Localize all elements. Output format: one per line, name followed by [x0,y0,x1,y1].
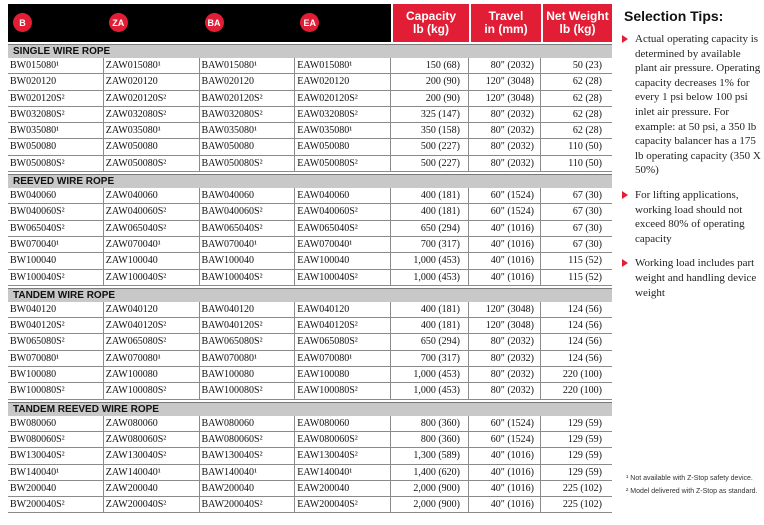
cell-model-ea: EAW020120 [295,74,391,89]
cell-net-weight: 129 (59) [567,450,602,462]
col-header-za [104,4,200,42]
cell-model-za: ZAW200040S² [104,497,200,512]
cell-model-b: BW070080¹ [8,351,104,366]
cell-model-ba: BAW040120S² [200,318,296,333]
footnotes [626,475,762,500]
cell-model-b: BW100040 [8,253,104,268]
cell-net-weight: 129 (59) [567,466,602,478]
cell-model-b: BW065040S² [8,221,104,236]
cell-model-za: ZAW065080S² [104,334,200,349]
cell-model-ea: EAW040060 [295,188,391,203]
cell-travel: 120" (3048) [469,91,541,106]
cell-model-za: ZAW065040S² [104,221,200,236]
cell-model-ba: BAW065080S² [200,334,296,349]
cell-model-ba: BAW200040 [200,481,296,496]
tip-text: Actual operating capacity is determined by available plant air pressure. Operating capacity decreases 1% for every 1 psi below 100 psi inlet air pressure. For example: at 50 psi, a 350 lb capacity balancer has a 175 lb operating capacity (350 X 50%) [635,33,761,177]
model-header-group [8,4,391,42]
triangle-bullet-icon [622,259,632,267]
cell-capacity: 200 (90) [391,91,469,106]
col-header-capacity [391,4,469,42]
table-header [8,4,612,42]
cell-model-ba: BAW200040S² [200,497,296,512]
table-row [8,74,612,90]
table-row [8,107,612,123]
cell-net-weight: 62 (28) [572,76,602,88]
cell-model-ea: EAW035080¹ [295,123,391,138]
cell-travel: 60" (1524) [469,204,541,219]
spec-table [8,4,612,513]
cell-model-b: BW050080 [8,139,104,154]
cell-model-ea: EAW080060 [295,416,391,431]
cell-net-weight: 110 (50) [568,141,602,153]
cell-model-za: ZAW032080S² [104,107,200,122]
cell-travel: 120" (3048) [469,318,541,333]
cell-model-ea: EAW020120S² [295,91,391,106]
cell-model-ea: EAW015080¹ [295,58,391,73]
cell-model-ba: BAW040060S² [200,204,296,219]
table-row [8,351,612,367]
cell-net-weight: 67 (30) [572,190,602,202]
cell-net-weight: 67 (30) [572,206,602,218]
cell-model-ba: BAW065040S² [200,221,296,236]
cell-net-weight: 129 (59) [567,417,602,429]
cell-capacity: 800 (360) [391,416,469,431]
cell-net-weight: 220 (100) [562,369,602,381]
cell-travel: 60" (1524) [469,416,541,431]
col-header-ea [295,4,391,42]
cell-model-za: ZAW100040S² [104,270,200,285]
table-row [8,416,612,432]
cell-model-za: ZAW040120 [104,302,200,317]
table-row [8,302,612,318]
cell-model-b: BW065080S² [8,334,104,349]
table-row [8,367,612,383]
section-header: TANDEM WIRE ROPE [8,288,612,302]
cell-model-za: ZAW080060S² [104,432,200,447]
tip-item [622,256,762,300]
cell-travel: 80" (2032) [469,107,541,122]
cell-travel: 80" (2032) [469,383,541,398]
cell-model-za: ZAW080060 [104,416,200,431]
cell-model-ba: BAW140040¹ [200,465,296,480]
col-badge-ea: EA [300,13,319,32]
col-header-b [8,4,104,42]
table-row [8,334,612,350]
cell-model-za: ZAW020120 [104,74,200,89]
cell-model-ba: BAW032080S² [200,107,296,122]
col-badge-b: B [13,13,32,32]
net-weight-header-line2: lb (kg) [559,22,596,36]
cell-capacity: 350 (158) [391,123,469,138]
table-row [8,497,612,513]
cell-model-za: ZAW100040 [104,253,200,268]
cell-model-ea: EAW040120 [295,302,391,317]
col-header-ba [200,4,296,42]
cell-model-b: BW200040S² [8,497,104,512]
col-header-net-weight [541,4,612,42]
cell-model-b: BW040060 [8,188,104,203]
cell-model-b: BW100080S² [8,383,104,398]
cell-model-b: BW040120S² [8,318,104,333]
cell-model-ea: EAW040060S² [295,204,391,219]
cell-model-ea: EAW065040S² [295,221,391,236]
cell-net-weight: 62 (28) [572,92,602,104]
cell-capacity: 1,000 (453) [391,383,469,398]
cell-travel: 80" (2032) [469,139,541,154]
cell-capacity: 400 (181) [391,302,469,317]
cell-capacity: 650 (294) [391,221,469,236]
cell-model-b: BW015080¹ [8,58,104,73]
cell-model-ba: BAW080060 [200,416,296,431]
cell-net-weight: 50 (23) [572,60,602,71]
capacity-header-line2: lb (kg) [413,22,449,36]
selection-tips [622,8,762,310]
cell-capacity: 500 (227) [391,156,469,171]
cell-model-ba: BAW100040 [200,253,296,268]
cell-capacity: 400 (181) [391,318,469,333]
cell-model-b: BW070040¹ [8,237,104,252]
table-row [8,156,612,172]
cell-travel: 40" (1016) [469,448,541,463]
cell-model-b: BW020120S² [8,91,104,106]
cell-model-ba: BAW100080 [200,367,296,382]
cell-travel: 120" (3048) [469,302,541,317]
cell-model-ea: EAW032080S² [295,107,391,122]
cell-net-weight: 115 (52) [568,255,602,267]
cell-net-weight: 67 (30) [572,222,602,234]
cell-model-za: ZAW050080S² [104,156,200,171]
cell-model-za: ZAW140040¹ [104,465,200,480]
cell-model-za: ZAW200040 [104,481,200,496]
cell-net-weight: 225 (102) [562,499,602,511]
cell-net-weight: 124 (56) [567,352,602,364]
tip-item [622,188,762,246]
cell-capacity: 1,000 (453) [391,253,469,268]
table-row [8,448,612,464]
cell-model-ba: BAW070080¹ [200,351,296,366]
cell-model-ea: EAW140040¹ [295,465,391,480]
triangle-bullet-icon [622,35,632,43]
cell-model-ba: BAW020120 [200,74,296,89]
cell-model-ea: EAW040120S² [295,318,391,333]
cell-model-za: ZAW035080¹ [104,123,200,138]
cell-model-ba: BAW050080S² [200,156,296,171]
cell-travel: 40" (1016) [469,497,541,512]
cell-model-za: ZAW015080¹ [104,58,200,73]
cell-travel: 40" (1016) [469,270,541,285]
cell-travel: 80" (2032) [469,156,541,171]
cell-model-za: ZAW040060 [104,188,200,203]
cell-model-ea: EAW080060S² [295,432,391,447]
table-row [8,237,612,253]
cell-travel: 80" (2032) [469,351,541,366]
cell-net-weight: 124 (56) [567,303,602,315]
cell-net-weight: 62 (28) [572,108,602,120]
cell-net-weight: 115 (52) [568,271,602,283]
table-row [8,139,612,155]
cell-capacity: 1,000 (453) [391,367,469,382]
cell-model-za: ZAW130040S² [104,448,200,463]
travel-header-line2: in (mm) [484,22,528,36]
table-row [8,188,612,204]
cell-net-weight: 225 (102) [562,482,602,494]
cell-travel: 80" (2032) [469,58,541,73]
tips-title: Selection Tips: [624,8,724,24]
cell-model-za: ZAW040060S² [104,204,200,219]
cell-model-ea: EAW100040 [295,253,391,268]
cell-net-weight: 124 (56) [567,336,602,348]
cell-model-ba: BAW050080 [200,139,296,154]
cell-model-b: BW040120 [8,302,104,317]
cell-model-ea: EAW130040S² [295,448,391,463]
cell-model-b: BW100040S² [8,270,104,285]
cell-model-ba: BAW080060S² [200,432,296,447]
table-row [8,383,612,399]
cell-model-ea: EAW200040S² [295,497,391,512]
cell-capacity: 1,400 (620) [391,465,469,480]
cell-travel: 60" (1524) [469,432,541,447]
cell-model-ba: BAW100040S² [200,270,296,285]
cell-model-za: ZAW070040¹ [104,237,200,252]
cell-travel: 80" (2032) [469,334,541,349]
cell-model-ea: EAW100040S² [295,270,391,285]
cell-model-ba: BAW100080S² [200,383,296,398]
cell-model-ba: BAW040060 [200,188,296,203]
cell-capacity: 800 (360) [391,432,469,447]
cell-model-ea: EAW065080S² [295,334,391,349]
cell-capacity: 200 (90) [391,74,469,89]
table-row [8,204,612,220]
cell-model-ba: BAW130040S² [200,448,296,463]
section-header: TANDEM REEVED WIRE ROPE [8,402,612,416]
triangle-bullet-icon [622,191,632,199]
table-row [8,318,612,334]
tip-item [622,32,762,178]
table-row [8,253,612,269]
cell-model-ea: EAW070040¹ [295,237,391,252]
cell-model-ea: EAW050080S² [295,156,391,171]
col-badge-ba: BA [205,13,224,32]
table-body [8,44,612,513]
cell-net-weight: 220 (100) [562,385,602,397]
cell-capacity: 325 (147) [391,107,469,122]
section-header: SINGLE WIRE ROPE [8,44,612,58]
cell-model-b: BW050080S² [8,156,104,171]
cell-model-b: BW080060 [8,416,104,431]
cell-model-ba: BAW035080¹ [200,123,296,138]
cell-travel: 40" (1016) [469,221,541,236]
capacity-header-line1: Capacity [405,9,457,23]
cell-model-b: BW035080¹ [8,123,104,138]
cell-model-b: BW130040S² [8,448,104,463]
cell-travel: 40" (1016) [469,237,541,252]
table-row [8,58,612,74]
cell-capacity: 500 (227) [391,139,469,154]
cell-travel: 80" (2032) [469,367,541,382]
cell-capacity: 2,000 (900) [391,497,469,512]
cell-capacity: 150 (68) [391,58,469,73]
cell-model-b: BW100080 [8,367,104,382]
travel-header-line1: Travel [488,9,524,23]
cell-travel: 40" (1016) [469,481,541,496]
table-row [8,221,612,237]
cell-capacity: 700 (317) [391,351,469,366]
net-weight-header-line1: Net Weight [546,9,609,23]
cell-net-weight: 110 (50) [568,157,602,169]
cell-model-za: ZAW040120S² [104,318,200,333]
cell-capacity: 650 (294) [391,334,469,349]
cell-model-za: ZAW020120S² [104,91,200,106]
cell-model-ba: BAW040120 [200,302,296,317]
cell-model-ea: EAW050080 [295,139,391,154]
cell-travel: 40" (1016) [469,465,541,480]
tip-text: For lifting applications, working load should not exceed 80% of operating capacity [635,188,745,245]
table-row [8,91,612,107]
col-header-travel [469,4,541,42]
cell-model-ba: BAW015080¹ [200,58,296,73]
tip-text: Working load includes part weight and handling device weight [635,257,757,299]
col-badge-za: ZA [109,13,128,32]
cell-model-b: BW020120 [8,74,104,89]
cell-capacity: 1,000 (453) [391,270,469,285]
cell-model-b: BW140040¹ [8,465,104,480]
cell-model-za: ZAW070080¹ [104,351,200,366]
cell-model-za: ZAW050080 [104,139,200,154]
cell-net-weight: 129 (59) [567,433,602,445]
cell-model-ea: EAW070080¹ [295,351,391,366]
cell-model-ba: BAW020120S² [200,91,296,106]
cell-capacity: 400 (181) [391,188,469,203]
footnote: ¹ Not available with Z-Stop safety device. [626,475,753,482]
cell-net-weight: 124 (56) [567,320,602,332]
table-row [8,432,612,448]
cell-model-za: ZAW100080 [104,367,200,382]
table-row [8,123,612,139]
cell-model-b: BW032080S² [8,107,104,122]
section-header: REEVED WIRE ROPE [8,174,612,188]
cell-model-ea: EAW200040 [295,481,391,496]
cell-net-weight: 62 (28) [572,125,602,137]
cell-model-b: BW080060S² [8,432,104,447]
cell-model-b: BW200040 [8,481,104,496]
table-row [8,481,612,497]
cell-travel: 80" (2032) [469,123,541,138]
cell-model-b: BW040060S² [8,204,104,219]
cell-model-ba: BAW070040¹ [200,237,296,252]
cell-travel: 40" (1016) [469,253,541,268]
cell-capacity: 700 (317) [391,237,469,252]
cell-travel: 60" (1524) [469,188,541,203]
table-row [8,270,612,286]
cell-travel: 120" (3048) [469,74,541,89]
cell-model-ea: EAW100080 [295,367,391,382]
cell-model-za: ZAW100080S² [104,383,200,398]
table-row [8,465,612,481]
cell-net-weight: 67 (30) [572,238,602,250]
cell-model-ea: EAW100080S² [295,383,391,398]
cell-capacity: 2,000 (900) [391,481,469,496]
footnote: ² Model delivered with Z-Stop as standard. [626,487,758,495]
cell-capacity: 1,300 (589) [391,448,469,463]
cell-capacity: 400 (181) [391,204,469,219]
